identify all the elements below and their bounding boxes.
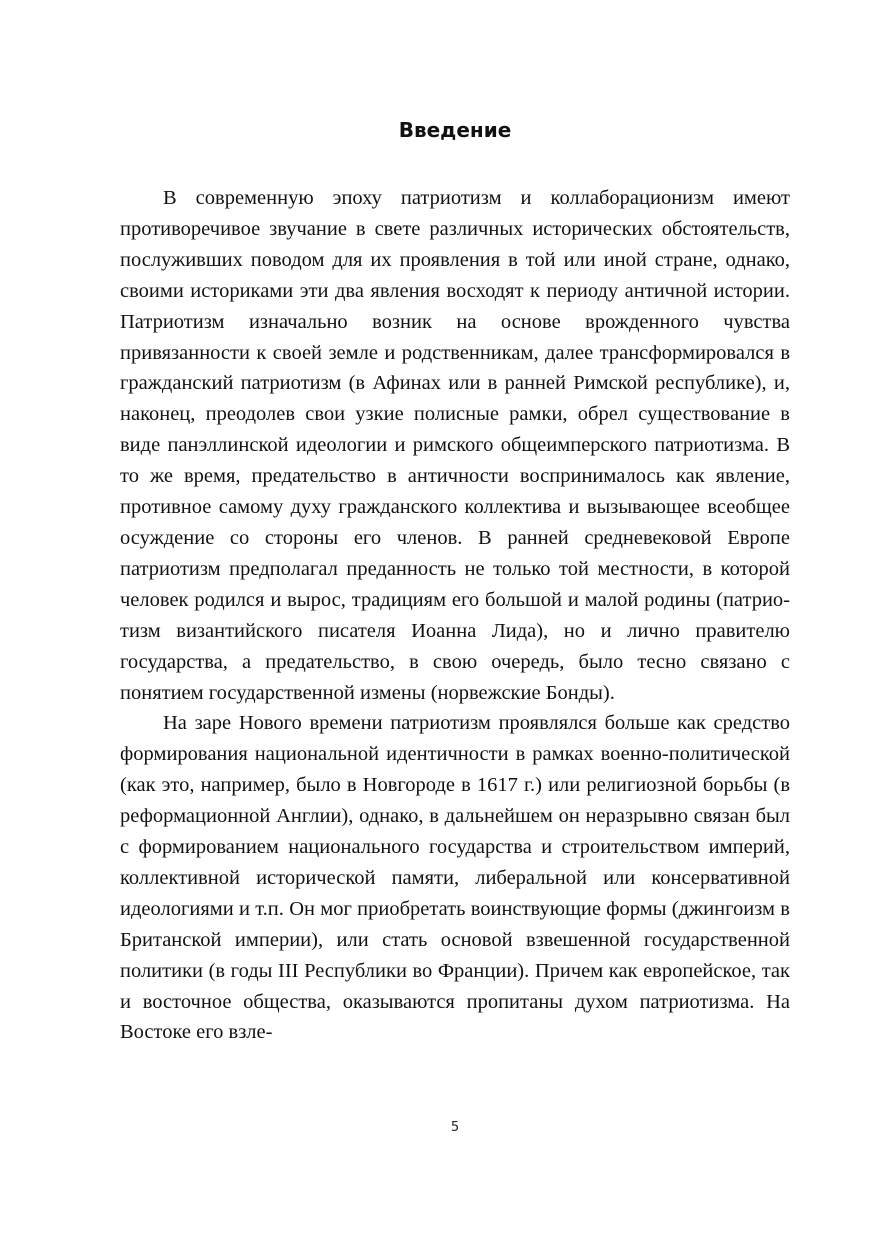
body-text <box>120 183 790 1048</box>
page-number: 5 <box>450 1120 460 1135</box>
chapter-title: Введение <box>398 118 512 142</box>
paragraph-1: В современную эпоху патриотизм и коллаборационизм имеют противоречивое звучание в свете различных исторических обстоятельств, послуживших поводом для их проявления в той или иной стране, однако, своими историками эти два явления восходят к периоду античной истории. Патриотизм изначально возник на основе врожденного чувства привязанности к своей земле и родственникам, далее трансформировался в гражданский патриотизм (в Афинах или в ранней Римской республике), и, наконец, преодолев свои узкие полисные рамки, обрел существование в виде панэллинской идеологии и римского общеимперского патриотизма. В то же время, предательство в античности воспринималось как явление, противное самому духу гражданского коллектива и вызывающее всеобщее осуждение со стороны его членов. В ранней средневековой Европе патриотизм предполагал преданность не только той местности, в которой человек родился и вырос, традициям его большой и малой родины (патриотизм византийского писателя Иоанна Лида), но и лично правителю государства, а предательство, в свою очередь, было тесно связано с понятием государственной измены (норвежские Бонды). <box>120 187 790 704</box>
paragraph-2: На заре Нового времени патриотизм проявлялся больше как средство формирования национальной идентичности в рамках военно-политической (как это, например, было в Новгороде в 1617 г.) или религиозной борьбы (в реформационной Англии), однако, в дальнейшем он неразрывно связан был с формированием национального государства и строительством империй, коллективной исторической памяти, либеральной или консервативной идеологиями и т.п. Он мог приобретать воинствующие формы (джингоизм в Британской империи), или стать основой взвешенной государственной политики (в годы III Республики во Франции). Причем как европейское, так и восточное общества, оказываются пропитаны духом патриотизма. На Востоке его взле- <box>120 712 790 1044</box>
